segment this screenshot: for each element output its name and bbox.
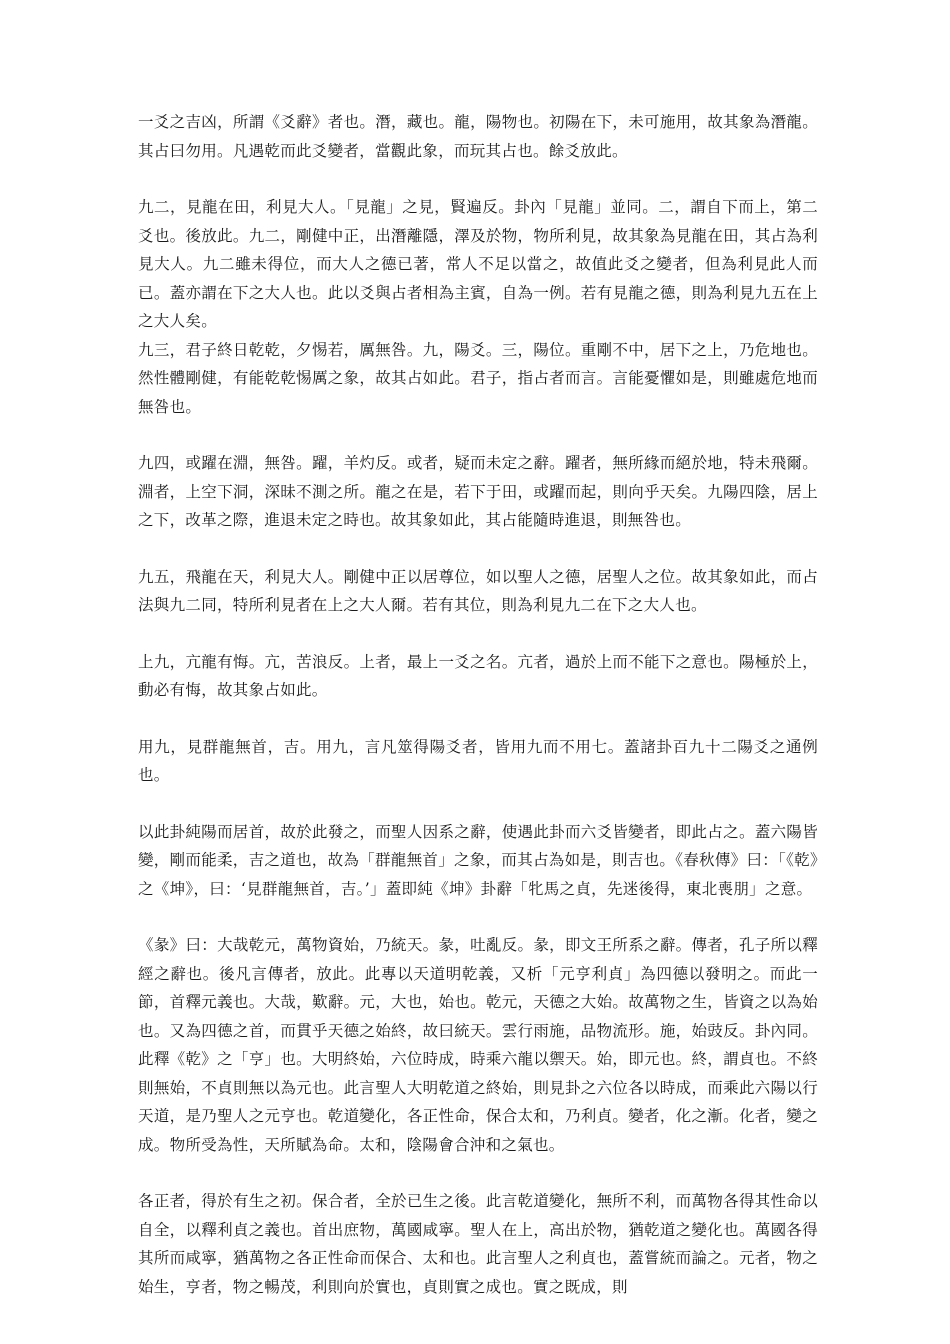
paragraph-tuan: 《彖》曰：大哉乾元，萬物資始，乃統天。彖，吐亂反。彖，即文王所系之辭。傳者，孔子所以釋經之辭也。後凡言傳者，放此。此專以天道明乾義，又析「元亨利貞」為四德以發明之。而此一節，首釋元義也。大哉，歎辭。元，大也，始也。乾元，天德之大始。故萬物之生，皆資之以為始也。又為四德之首，而貫乎天德之始終，故曰統天。雲行雨施，品物流形。施，始豉反。卦內同。此釋《乾》之「亨」也。大明終始，六位時成，時乘六龍以禦天。始，即元也。終，謂貞也。不終則無始，不貞則無以為元也。此言聖人大明乾道之終始，則見卦之六位各以時成，而乘此六陽以行天道，是乃聖人之元亨也。乾道變化，各正性命，保合太和，乃利貞。變者，化之漸。化者，變之成。物所受為性，天所賦為命。太和，陰陽會合沖和之氣也。 [138, 936, 818, 1154]
paragraph-gezheng: 各正者，得於有生之初。保合者，全於已生之後。此言乾道變化，無所不利，而萬物各得其性命以自全，以釋利貞之義也。首出庶物，萬國咸寧。聖人在上，高出於物，猶乾道之變化也。萬國各得其所而咸寧，猶萬物之各正性命而保合、太和也。此言聖人之利貞也，蓋嘗統而論之。元者，物之始生，亨者，物之暢茂，利則向於實也，貞則實之成也。實之既成，則 [138, 1192, 818, 1296]
paragraph-chuji: 一爻之吉凶，所謂《爻辭》者也。潛，藏也。龍，陽物也。初陽在下，未可施用，故其象為潛龍。其占曰勿用。凡遇乾而此爻變者，當觀此象，而玩其占也。餘爻放此。 [138, 113, 818, 160]
paragraph-jiusi: 九四，或躍在淵，無咎。躍，羊灼反。或者，疑而未定之辭。躍者，無所緣而絕於地，特未飛爾。淵者，上空下洞，深昧不測之所。龍之在是，若下于田，或躍而起，則向乎天矣。九陽四陰，居上之下，改革之際，進退未定之時也。故其象如此，其占能隨時進退，則無咎也。 [138, 454, 818, 529]
document-page [138, 108, 818, 1301]
paragraph-jiusan: 九三，君子終日乾乾，夕惕若，厲無咎。九，陽爻。三，陽位。重剛不中，居下之上，乃危地也。然性體剛健，有能乾乾惕厲之象，故其占如此。君子，指占者而言。言能憂懼如是，則雖處危地而無咎也。 [138, 340, 818, 416]
paragraph-shangjiu: 上九，亢龍有悔。亢，苦浪反。上者，最上一爻之名。亢者，過於上而不能下之意也。陽極於上，動必有悔，故其象占如此。 [138, 652, 818, 699]
paragraph-commentary: 以此卦純陽而居首，故於此發之，而聖人因系之辭，使遇此卦而六爻皆變者，即此占之。蓋六陽皆變，剛而能柔，吉之道也，故為「群龍無首」之象，而其占為如是，則吉也。《春秋傳》曰：「《乾》之《坤》，曰：‘見群龍無首，吉。’」蓋即純《坤》卦辭「牝馬之貞，先迷後得，東北喪朋」之意。 [138, 822, 819, 898]
paragraph-yongjiu: 用九，見群龍無首，吉。用九，言凡筮得陽爻者，皆用九而不用七。蓋諸卦百九十二陽爻之通例也。 [138, 737, 818, 784]
paragraph-jiuwu: 九五，飛龍在天，利見大人。剛健中正以居尊位，如以聖人之德，居聖人之位。故其象如此，而占法與九二同，特所利見者在上之大人爾。若有其位，則為利見九二在下之大人也。 [138, 567, 818, 614]
paragraph-jiuer: 九二，見龍在田，利見大人。「見龍」之見，賢遍反。卦內「見龍」並同。二，謂自下而上，第二爻也。後放此。九二，剛健中正，出潛離隱，澤及於物，物所利見，故其象為見龍在田，其占為利見大人。九二雖未得位，而大人之德已著，常人不足以當之，故值此爻之變者，但為利見此人而已。蓋亦謂在下之大人也。此以爻與占者相為主賓，自為一例。若有見龍之德，則為利見九五在上之大人矣。 [138, 198, 818, 330]
